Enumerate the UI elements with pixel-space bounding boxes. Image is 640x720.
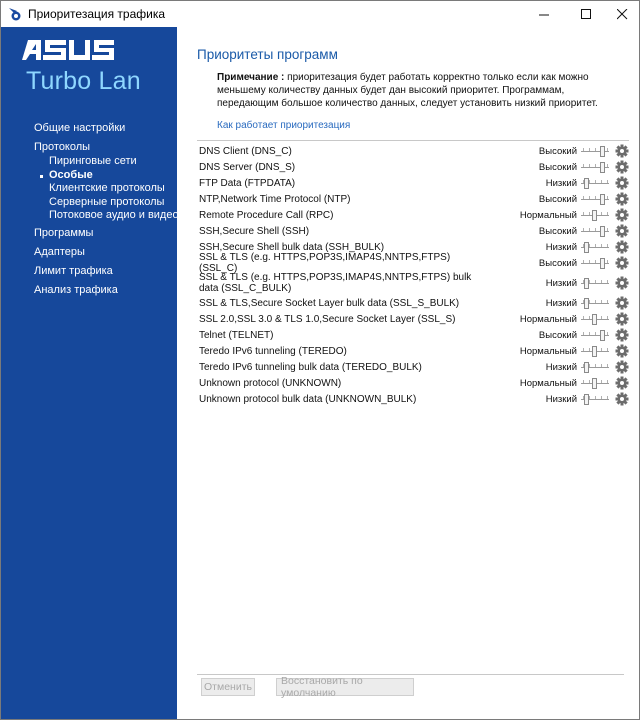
priority-level: Нормальный	[519, 313, 577, 325]
gear-icon[interactable]	[615, 344, 629, 358]
sidebar-nav	[34, 122, 179, 303]
priority-row	[199, 175, 629, 191]
divider	[197, 674, 624, 675]
priority-level: Низкий	[545, 277, 577, 289]
priority-slider[interactable]	[579, 329, 611, 341]
sidebar-item-adapters[interactable]: Адаптеры	[34, 246, 85, 258]
slider-thumb[interactable]	[584, 178, 589, 189]
protocol-name: Telnet (TELNET)	[199, 329, 274, 341]
gear-icon[interactable]	[615, 360, 629, 374]
priority-row	[199, 295, 629, 311]
slider-thumb[interactable]	[600, 162, 605, 173]
main-content	[177, 27, 639, 719]
priority-row	[199, 207, 629, 223]
maximize-button[interactable]	[563, 1, 609, 27]
protocol-name: DNS Server (DNS_S)	[199, 161, 296, 173]
gear-icon[interactable]	[615, 240, 629, 254]
sidebar-item-programs[interactable]: Программы	[34, 227, 94, 239]
priority-row	[199, 327, 629, 343]
close-button[interactable]	[605, 1, 639, 27]
sidebar-item-server-protocols[interactable]: Серверные протоколы	[49, 195, 165, 208]
sidebar-item-streaming[interactable]: Потоковое аудио и видео	[49, 209, 179, 221]
window-title: Приоритезация трафика	[28, 7, 166, 21]
protocol-name: Unknown protocol bulk data (UNKNOWN_BULK)	[199, 393, 417, 405]
protocol-name: SSL 2.0,SSL 3.0 & TLS 1.0,Secure Socket Layer (SSL_S)	[199, 313, 456, 325]
slider-thumb[interactable]	[584, 394, 589, 405]
protocol-name: Unknown protocol (UNKNOWN)	[199, 377, 342, 389]
priority-slider[interactable]	[579, 297, 611, 309]
slider-thumb[interactable]	[600, 330, 605, 341]
sidebar-item-protocols[interactable]: Протоколы	[34, 141, 91, 153]
asus-logo	[22, 39, 114, 61]
priority-row	[199, 375, 629, 391]
gear-icon[interactable]	[615, 144, 629, 158]
gear-icon[interactable]	[615, 192, 629, 206]
gear-icon[interactable]	[615, 312, 629, 326]
slider-thumb[interactable]	[592, 378, 597, 389]
close-icon	[617, 9, 628, 20]
gear-icon[interactable]	[615, 328, 629, 342]
protocol-name: NTP,Network Time Protocol (NTP)	[199, 193, 351, 205]
sidebar-item-p2p[interactable]: Пиринговые сети	[49, 155, 137, 167]
priority-level: Низкий	[545, 361, 577, 373]
priority-level: Низкий	[545, 297, 577, 309]
protocol-name: SSH,Secure Shell bulk data (SSH_BULK)	[199, 241, 385, 253]
gear-icon[interactable]	[615, 296, 629, 310]
minimize-button[interactable]	[521, 1, 567, 27]
priority-row	[199, 223, 629, 239]
product-name: Turbo Lan	[26, 67, 141, 95]
priority-slider[interactable]	[579, 161, 611, 173]
gear-icon[interactable]	[615, 392, 629, 406]
priority-slider[interactable]	[579, 313, 611, 325]
priority-level: Низкий	[545, 241, 577, 253]
title-bar[interactable]	[1, 1, 639, 27]
priority-slider[interactable]	[579, 377, 611, 389]
note-body: приоритезация будет работать корректно только если как можно меньшему количеству данных будет дан высокий приоритет. Программам, передающим большое количество данных, следует установить низкий приоритет.	[217, 72, 598, 109]
priority-slider[interactable]	[579, 241, 611, 253]
priority-level: Высокий	[538, 329, 577, 341]
priority-level: Высокий	[538, 145, 577, 157]
protocol-name: SSL & TLS (e.g. HTTPS,POP3S,IMAP4S,NNTPS,FTPS) bulk data (SSL_C_BULK)	[199, 272, 472, 294]
priority-row	[199, 311, 629, 327]
priority-row	[199, 391, 629, 407]
divider	[197, 140, 629, 141]
protocol-name: Teredo IPv6 tunneling bulk data (TEREDO_BULK)	[199, 361, 422, 373]
priority-row	[199, 191, 629, 207]
protocol-name: FTP Data (FTPDATA)	[199, 177, 296, 189]
note-text	[217, 71, 622, 110]
app-icon	[8, 7, 22, 21]
slider-thumb[interactable]	[584, 278, 589, 289]
slider-thumb[interactable]	[600, 146, 605, 157]
slider-thumb[interactable]	[584, 362, 589, 373]
slider-thumb[interactable]	[592, 314, 597, 325]
protocol-name: SSL & TLS,Secure Socket Layer bulk data (SSL_S_BULK)	[199, 297, 460, 309]
restore-defaults-button[interactable]: Восстановить по умолчанию	[276, 678, 414, 696]
priority-slider[interactable]	[579, 225, 611, 237]
gear-icon[interactable]	[615, 276, 629, 290]
note-label: Примечание :	[217, 72, 285, 83]
maximize-icon	[581, 9, 592, 20]
gear-icon[interactable]	[615, 376, 629, 390]
gear-icon[interactable]	[615, 176, 629, 190]
how-prioritization-works-link[interactable]: Как работает приоритезация	[217, 120, 351, 131]
gear-icon[interactable]	[615, 256, 629, 270]
priority-slider[interactable]	[579, 209, 611, 221]
cancel-button[interactable]: Отменить	[201, 678, 255, 696]
priority-level: Низкий	[545, 177, 577, 189]
priority-list	[199, 143, 629, 407]
sidebar-item-general-settings[interactable]: Общие настройки	[34, 122, 126, 134]
protocol-name: DNS Client (DNS_C)	[199, 145, 292, 157]
priority-row	[199, 143, 629, 159]
gear-icon[interactable]	[615, 208, 629, 222]
priority-slider[interactable]	[579, 257, 611, 269]
slider-thumb[interactable]	[600, 226, 605, 237]
priority-row	[199, 252, 629, 274]
slider-thumb[interactable]	[592, 210, 597, 221]
sidebar-item-traffic-limit[interactable]: Лимит трафика	[34, 265, 113, 277]
priority-slider[interactable]	[579, 345, 611, 357]
slider-thumb[interactable]	[600, 194, 605, 205]
sidebar-item-client-protocols[interactable]: Клиентские протоколы	[49, 182, 165, 194]
protocol-name: SSL & TLS (e.g. HTTPS,POP3S,IMAP4S,NNTPS,FTPS) (SSL_C)	[199, 252, 451, 274]
priority-slider[interactable]	[579, 393, 611, 405]
priority-row	[199, 159, 629, 175]
priority-level: Высокий	[538, 225, 577, 237]
minimize-icon	[539, 9, 550, 20]
protocol-name: Remote Procedure Call (RPC)	[199, 209, 334, 221]
slider-thumb[interactable]	[600, 258, 605, 269]
sidebar-item-traffic-analysis[interactable]: Анализ трафика	[34, 284, 118, 296]
priority-level: Высокий	[538, 161, 577, 173]
priority-slider[interactable]	[579, 193, 611, 205]
priority-level: Низкий	[545, 393, 577, 405]
gear-icon[interactable]	[615, 160, 629, 174]
slider-thumb[interactable]	[592, 346, 597, 357]
priority-slider[interactable]	[579, 177, 611, 189]
gear-icon[interactable]	[615, 224, 629, 238]
priority-level: Нормальный	[519, 345, 577, 357]
priority-level: Высокий	[538, 193, 577, 205]
priority-level: Нормальный	[519, 209, 577, 221]
sidebar	[1, 27, 177, 719]
sidebar-item-special[interactable]: Особые	[34, 169, 179, 183]
priority-slider[interactable]	[579, 361, 611, 373]
protocol-name: SSH,Secure Shell (SSH)	[199, 225, 310, 237]
priority-row	[199, 343, 629, 359]
priority-level: Нормальный	[519, 377, 577, 389]
slider-thumb[interactable]	[584, 242, 589, 253]
protocol-name: Teredo IPv6 tunneling (TEREDO)	[199, 345, 347, 357]
slider-thumb[interactable]	[584, 298, 589, 309]
priority-slider[interactable]	[579, 145, 611, 157]
priority-level: Высокий	[538, 257, 577, 269]
priority-row	[199, 271, 629, 295]
page-title: Приоритеты программ	[197, 47, 338, 62]
priority-slider[interactable]	[579, 277, 611, 289]
priority-row	[199, 359, 629, 375]
